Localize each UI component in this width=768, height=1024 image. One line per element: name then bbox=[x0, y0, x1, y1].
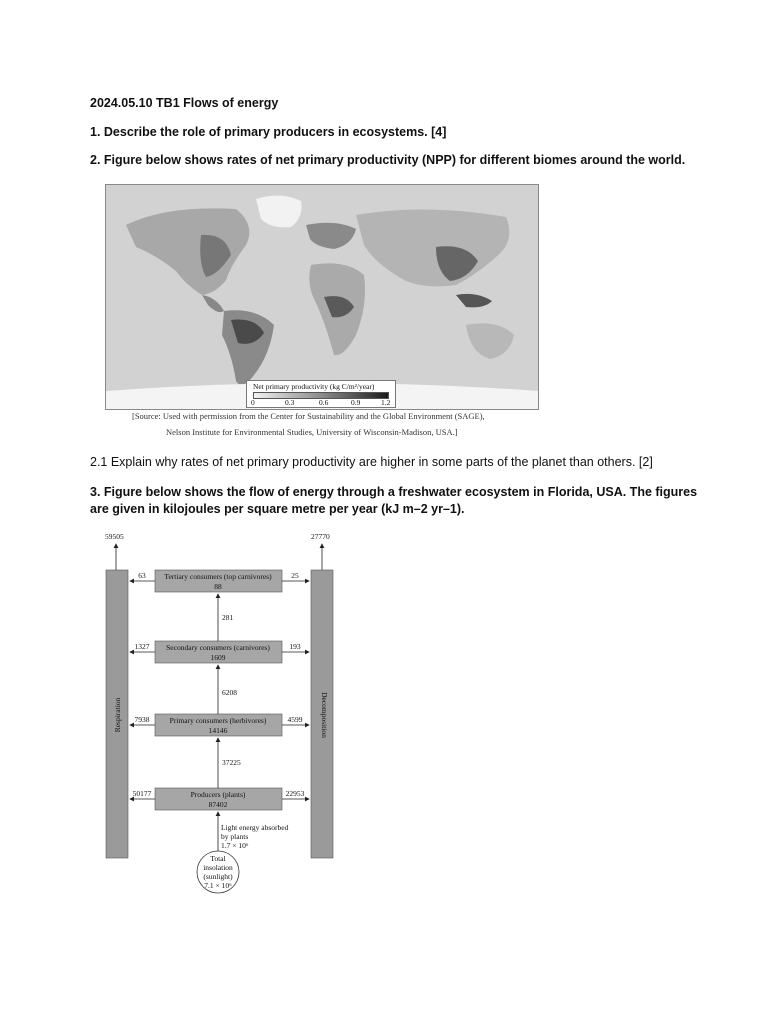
tertiary-decomp: 25 bbox=[291, 571, 299, 580]
tertiary-resp: 63 bbox=[138, 571, 146, 580]
light-energy-line-2: by plants bbox=[221, 832, 249, 841]
map-source-line-2: Nelson Institute for Environmental Studies, University of Wisconsin-Madison, USA.] bbox=[166, 427, 458, 437]
question-1: 1. Describe the role of primary producers in ecosystems. [4] bbox=[90, 125, 447, 139]
sun-line-3: (sunlight) bbox=[203, 872, 233, 881]
question-2: 2. Figure below shows rates of net primary productivity (NPP) for different biomes around the world. bbox=[90, 153, 686, 167]
question-3-line-2: are given in kilojoules per square metre per year (kJ m–2 yr–1). bbox=[90, 502, 465, 516]
primary-resp: 7938 bbox=[134, 715, 150, 724]
legend-tick: 0.6 bbox=[319, 398, 329, 407]
producers-name: Producers (plants) bbox=[190, 790, 246, 799]
legend-tick: 0 bbox=[251, 398, 255, 407]
sun-line-2: insolation bbox=[203, 863, 233, 872]
legend-title: Net primary productivity (kg C/m²/year) bbox=[253, 382, 375, 391]
tertiary-name: Tertiary consumers (top carnivores) bbox=[164, 572, 272, 581]
sun-line-4: 7.1 × 10⁶ bbox=[204, 881, 232, 890]
legend-tick: 1.2 bbox=[381, 398, 391, 407]
respiration-total: 59505 bbox=[105, 532, 124, 541]
secondary-name: Secondary consumers (carnivores) bbox=[166, 643, 270, 652]
respiration-label: Respiration bbox=[113, 697, 122, 733]
transfer-producers-to-primary: 37225 bbox=[222, 758, 241, 767]
producers-decomp: 22953 bbox=[285, 789, 305, 798]
tertiary-value: 88 bbox=[214, 582, 222, 591]
secondary-resp: 1327 bbox=[134, 642, 150, 651]
producers-resp: 50177 bbox=[132, 789, 152, 798]
primary-decomp: 4599 bbox=[287, 715, 303, 724]
decomposition-total: 27770 bbox=[311, 532, 330, 541]
transfer-primary-to-secondary: 6208 bbox=[222, 688, 237, 697]
decomposition-label: Decomposition bbox=[320, 692, 329, 738]
document-title: 2024.05.10 TB1 Flows of energy bbox=[90, 96, 279, 110]
question-3-line-1: 3. Figure below shows the flow of energy through a freshwater ecosystem in Florida, USA. The figures bbox=[90, 485, 698, 499]
energy-flow-diagram bbox=[80, 530, 380, 910]
question-2-1: 2.1 Explain why rates of net primary productivity are higher in some parts of the planet than others. [2] bbox=[90, 455, 653, 469]
sun-line-1: Total bbox=[210, 854, 226, 863]
light-energy-line-3: 1.7 × 10⁶ bbox=[221, 841, 249, 850]
primary-value: 14146 bbox=[208, 726, 228, 735]
light-energy-line-1: Light energy absorbed bbox=[221, 823, 289, 832]
secondary-value: 1609 bbox=[210, 653, 226, 662]
legend-tick: 0.9 bbox=[351, 398, 361, 407]
map-graphic bbox=[106, 185, 538, 409]
secondary-decomp: 193 bbox=[289, 642, 301, 651]
transfer-secondary-to-tertiary: 281 bbox=[222, 613, 234, 622]
map-source-line-1: [Source: Used with permission from the Center for Sustainability and the Global Environment (SAGE), bbox=[132, 411, 485, 421]
primary-name: Primary consumers (herbivores) bbox=[169, 716, 267, 725]
map-legend bbox=[246, 380, 396, 408]
npp-world-map bbox=[105, 184, 539, 410]
legend-tick: 0.3 bbox=[285, 398, 295, 407]
producers-value: 87402 bbox=[208, 800, 228, 809]
